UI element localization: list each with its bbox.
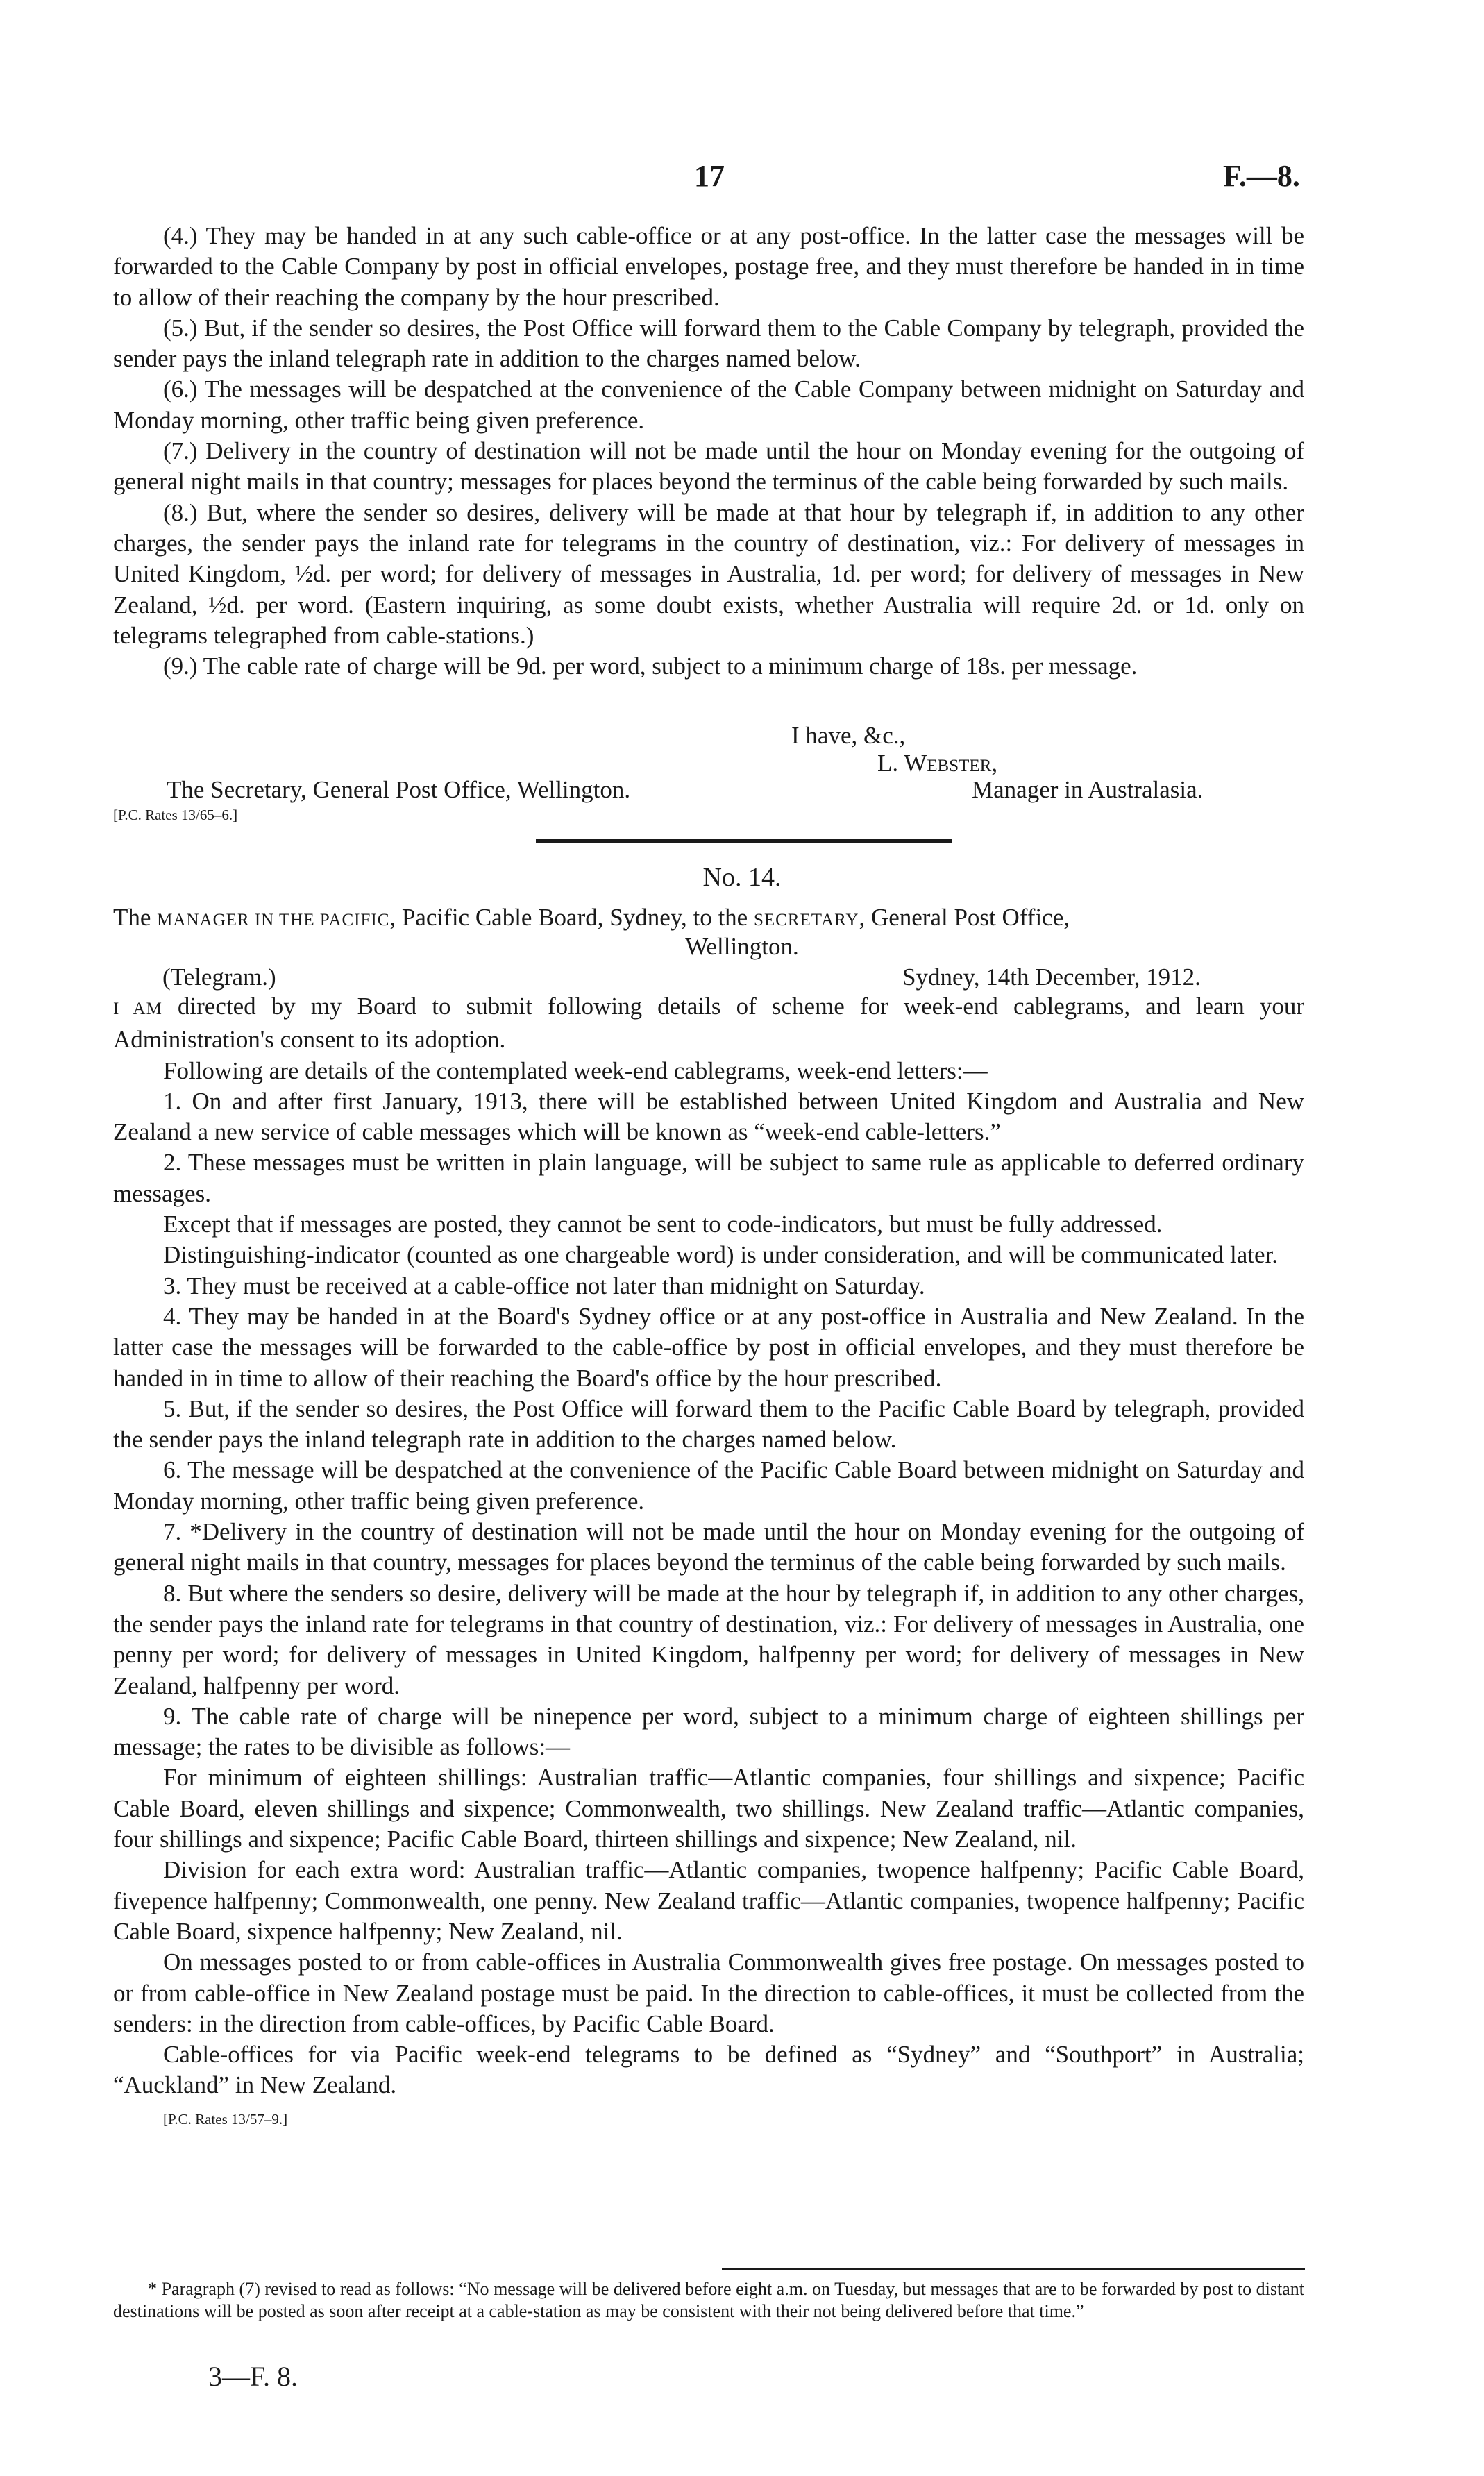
paragraph: 8. But where the senders so desire, delivery will be made at the hour by telegraph if, in addition to any other charges, the sender pays the inland rate for telegrams in that country of destination, viz.: For delivery of messages in Australia, one penny per word; for delivery of messages in United Kingdom, halfpenny per word; for delivery of messages in New Zealand, halfpenny per word. — [113, 1579, 1304, 1699]
paragraph: 9. The cable rate of charge will be ninepence per word, subject to a minimum charge of eighteen shillings per message; the rates to be divisible as follows:— — [113, 1702, 1304, 1761]
footnote-rule — [722, 2268, 1305, 2270]
paragraph: For minimum of eighteen shillings: Australian traffic—Atlantic companies, four shillings and sixpence; Pacific Cable Board, eleven shillings and sixpence; Commonwealth, two shillings. New Zealand traffic—Atlantic companies, four shillings and sixpence; Pacific Cable Board, thirteen shillings and sixpence; New Zealand, nil. — [113, 1764, 1304, 1853]
letter-14-body — [113, 991, 1304, 2134]
paragraph: (8.) But, where the sender so desires, delivery will be made at that hour by telegraph if, in addition to any other charges, the sender pays the inland rate for telegrams in the country of destination, viz.: For delivery of messages in United Kingdom, ½d. per word; for delivery of messages in Australia, 1d. per word; for delivery of messages in New Zealand, ½d. per word. (Eastern inquiring, as some doubt exists, whether Australia will require 2d. or 1d. only on telegrams telegraphed from cable-stations.) — [113, 498, 1304, 649]
file-reference: [P.C. Rates 13/57–9.] — [163, 2110, 288, 2128]
signer-title: Manager in Australasia. — [972, 776, 1204, 803]
paragraph: 1. On and after first January, 1913, there will be established between United Kingdom and Australia and New Zealand a new service of cable messages which will be known as “week-end cable-letters.” — [113, 1087, 1304, 1146]
section-divider — [536, 839, 952, 843]
heading-text: The — [113, 904, 158, 931]
paragraph: (6.) The messages will be despatched at the convenience of the Cable Company between midnight on Saturday and Monday morning, other traffic being given preference. — [113, 376, 1304, 434]
letter-13-body — [113, 221, 1304, 682]
heading-text: , Pacific Cable Board, Sydney, to the — [389, 904, 754, 931]
paragraph: 2. These messages must be written in plain language, will be subject to same rule as applicable to deferred ordinary messages. — [113, 1149, 1304, 1207]
paragraph: 3. They must be received at a cable-office not later than midnight on Saturday. — [163, 1272, 925, 1299]
heading-city: Wellington. — [685, 933, 799, 960]
place-date: Sydney, 14th December, 1912. — [902, 963, 1201, 991]
letter-number: No. 14. — [702, 863, 782, 892]
message-kind: (Telegram.) — [162, 963, 276, 991]
addressee: The Secretary, General Post Office, Wellington. — [167, 776, 631, 803]
paragraph: (4.) They may be handed in at any such cable-office or at any post-office. In the latter case the messages will be forwarded to the Cable Company by post in official envelopes, postage free, and they must therefore be handed in in time to allow of their reaching the company by the hour prescribed. — [113, 222, 1304, 311]
opening-text: directed by my Board to submit following details of scheme for week-end cablegrams, and learn your Administration's consent to its adoption. — [113, 993, 1304, 1054]
heading-text: , General Post Office, — [859, 904, 1070, 931]
paragraph: (9.) The cable rate of charge will be 9d. per word, subject to a minimum charge of 18s. per message. — [163, 652, 1138, 680]
paragraph: Distinguishing-indicator (counted as one chargeable word) is under consideration, and will be communicated later. — [163, 1241, 1278, 1269]
paragraph: Cable-offices for via Pacific week-end telegrams to be defined as “Sydney” and “Southport” in Australia; “Auckland” in New Zealand. — [113, 2041, 1304, 2099]
page-number: 17 — [694, 159, 725, 193]
opening-paragraph — [113, 991, 1304, 1056]
paragraph: Division for each extra word: Australian traffic—Atlantic companies, twopence halfpenny; Pacific Cable Board, fivepence halfpenny; Commonwealth, one penny. New Zealand traffic—Atlantic companies, twopence halfpenny; Pacific Cable Board, sixpence halfpenny; New Zealand, nil. — [113, 1856, 1304, 1945]
paragraph: (7.) Delivery in the country of destination will not be made until the hour on Monday evening for the outgoing of general night mails in that country; messages for places beyond the terminus of the cable being forwarded by such mails. — [113, 437, 1304, 496]
paragraph: Except that if messages are posted, they cannot be sent to code-indicators, but must be fully addressed. — [163, 1211, 1163, 1238]
footnote-text: * Paragraph (7) revised to read as follows: “No message will be delivered before eight a.m. on Tuesday, but messages that are to be forwarded by post to distant destinations will be posted as soon after receipt at a cable-station as may be consistent with their not being delivered before that time.” — [113, 2279, 1304, 2321]
signer-name: L. Webster, — [877, 750, 998, 777]
closing: I have, &c., — [791, 722, 906, 749]
paragraph: On messages posted to or from cable-offices in Australia Commonwealth gives free postage. On messages posted to or from cable-office in New Zealand postage must be paid. In the direction to cable-offices, it must be collected from the senders: in the direction from cable-offices, by Pacific Cable Board. — [113, 1948, 1304, 2037]
letter-heading — [113, 902, 1070, 936]
file-reference: [P.C. Rates 13/65–6.] — [113, 807, 238, 823]
sender-title: MANAGER IN THE PACIFIC — [157, 911, 390, 929]
recipient-title: SECRETARY — [753, 911, 859, 929]
paragraph: 6. The message will be despatched at the convenience of the Pacific Cable Board between midnight on Saturday and Monday morning, other traffic being given preference. — [113, 1456, 1304, 1515]
paragraph: (5.) But, if the sender so desires, the Post Office will forward them to the Cable Company by telegraph, provided the sender pays the inland telegraph rate in addition to the charges named below. — [113, 314, 1304, 373]
paragraph: 4. They may be handed in at the Board's Sydney office or at any post-office in Australia and New Zealand. In the latter case the messages will be forwarded to the cable-office by post in official envelopes, and they must therefore be handed in in time to allow of their reaching the Board's office by the hour prescribed. — [113, 1302, 1304, 1392]
opening-caps: I AM — [113, 1000, 162, 1018]
signature-mark: 3—F. 8. — [208, 2361, 298, 2392]
paragraph: 7. *Delivery in the country of destination will not be made until the hour on Monday evening for the outgoing of general night mails in that country, messages for places beyond the terminus of the cable being forwarded by such mails. — [113, 1518, 1304, 1576]
paragraph: Following are details of the contemplated week-end cablegrams, week-end letters:— — [163, 1056, 988, 1084]
footnote — [113, 2278, 1304, 2323]
document-reference: F.—8. — [1223, 159, 1300, 193]
paragraph: 5. But, if the sender so desires, the Post Office will forward them to the Pacific Cable Board by telegraph, provided the sender pays the inland telegraph rate in addition to the charges named below. — [113, 1395, 1304, 1454]
